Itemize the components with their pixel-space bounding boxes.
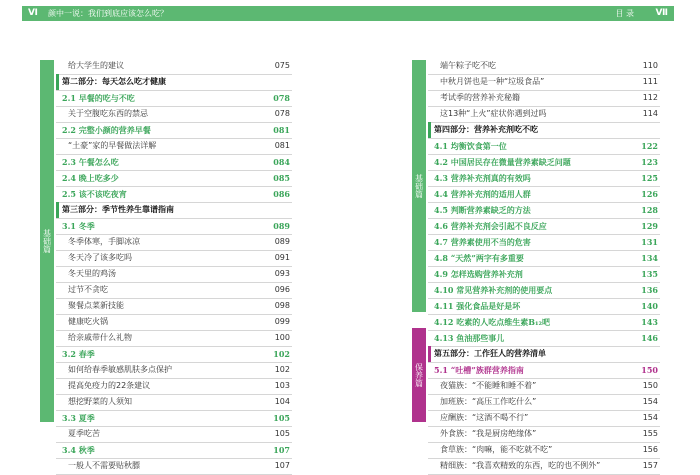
toc-page-number: 084 <box>273 157 290 167</box>
toc-entry-title: 第四部分：营养补充剂吃不吃 <box>434 125 538 134</box>
toc-subentry <box>428 106 660 123</box>
toc-entry-title: 第五部分：工作狂人的营养清单 <box>434 349 546 358</box>
toc-page-number: 157 <box>642 461 658 470</box>
toc-page-number: 155 <box>642 429 658 438</box>
right-side-tab-health <box>412 328 426 422</box>
toc-page-number: 126 <box>641 189 658 199</box>
toc-section-entry <box>56 442 292 459</box>
toc-subentry <box>56 58 292 75</box>
toc-entry-title: 第二部分：每天怎么吃才健康 <box>62 77 166 86</box>
left-header-bar <box>22 6 352 21</box>
part-marker <box>428 122 431 138</box>
toc-page-number: 134 <box>641 253 658 263</box>
toc-page-number: 129 <box>641 221 658 231</box>
toc-page-number: 150 <box>641 365 658 375</box>
toc-section-entry <box>428 266 660 283</box>
toc-section-entry <box>56 410 292 427</box>
toc-entry-title: 4.5 判断营养素缺乏的方法 <box>434 205 531 215</box>
toc-entry-title: 4.8 “天然”两字有多重要 <box>434 253 524 263</box>
toc-entry-title: 关于空腹吃东西的禁忌 <box>68 109 148 118</box>
toc-page-number: 154 <box>642 397 658 406</box>
toc-entry-title: 聚餐点菜新技能 <box>68 301 124 310</box>
right-page-roman: Ⅶ <box>655 8 668 18</box>
toc-section-entry <box>428 314 660 331</box>
toc-entry-title: 提高免疫力的22条建议 <box>68 381 151 390</box>
toc-page-number: 146 <box>641 333 658 343</box>
left-running-title: 颜中一说：我们到底应该怎么吃？ <box>48 9 168 18</box>
toc-subentry <box>56 138 292 155</box>
toc-section-entry <box>428 186 660 203</box>
toc-section-entry <box>428 202 660 219</box>
toc-section-entry <box>428 250 660 267</box>
toc-part-heading <box>428 122 660 139</box>
toc-page-number: 091 <box>274 253 290 262</box>
toc-entry-title: 2.5 该不该吃夜宵 <box>62 189 127 199</box>
right-header-bar <box>352 6 674 21</box>
toc-section-entry <box>428 298 660 315</box>
toc-page-number: 103 <box>274 381 290 390</box>
toc-subentry <box>56 378 292 395</box>
left-side-tab-label: 基础篇 <box>42 229 52 253</box>
toc-page-number: 154 <box>642 413 658 422</box>
toc-part-heading <box>56 202 292 219</box>
toc-page-number: 096 <box>274 285 290 294</box>
toc-entry-title: 4.9 怎样选购营养补充剂 <box>434 269 523 279</box>
toc-part-heading <box>428 346 660 363</box>
toc-section-entry <box>56 90 292 107</box>
toc-subentry <box>56 250 292 267</box>
right-running-title: 目 录 <box>615 9 634 18</box>
toc-entry-title: 给亲戚带什么礼物 <box>68 333 132 342</box>
toc-page-number: 110 <box>642 61 658 70</box>
toc-page-number: 102 <box>274 365 290 374</box>
toc-entry-title: 过节不贪吃 <box>68 285 108 294</box>
toc-entry-title: 冬天冷了该多吃吗 <box>68 253 132 262</box>
toc-entry-title: 一般人不需要贴秋膘 <box>68 461 140 470</box>
toc-entry-title: 夏季吃苦 <box>68 429 100 438</box>
toc-section-entry <box>56 170 292 187</box>
toc-entry-title: 5.1 “吐槽”族群营养指南 <box>434 365 524 375</box>
toc-entry-title: 第三部分：季节性养生靠谱指南 <box>62 205 174 214</box>
toc-page-number: 075 <box>274 61 290 70</box>
toc-entry-title: 夜猫族：“不能睡和睡不着” <box>440 381 537 390</box>
toc-page-number: 135 <box>641 269 658 279</box>
toc-subentry <box>56 458 292 475</box>
toc-entry-title: 健康吃火锅 <box>68 317 108 326</box>
part-marker <box>428 346 431 362</box>
toc-page-number: 131 <box>641 237 658 247</box>
toc-section-entry <box>56 122 292 139</box>
toc-page-number: 105 <box>274 429 290 438</box>
toc-page-number: 081 <box>274 141 290 150</box>
toc-entry-title: 4.12 吃素的人吃点维生素B₁₂吧 <box>434 317 551 327</box>
toc-section-entry <box>428 138 660 155</box>
toc-section-entry <box>56 346 292 363</box>
toc-page-number: 112 <box>642 93 658 102</box>
toc-entry-title: 中秋月饼也是一种“垃圾食品” <box>440 77 545 86</box>
toc-subentry <box>428 74 660 91</box>
toc-subentry <box>428 90 660 107</box>
toc-subentry <box>56 314 292 331</box>
toc-page-number: 156 <box>642 445 658 454</box>
toc-page-number: 128 <box>641 205 658 215</box>
toc-entry-title: 3.1 冬季 <box>62 221 95 231</box>
toc-entry-title: 4.4 营养补充剂的适用人群 <box>434 189 531 199</box>
toc-page-number: 105 <box>273 413 290 423</box>
toc-page-number: 098 <box>274 301 290 310</box>
toc-page-number: 140 <box>641 301 658 311</box>
part-marker <box>56 202 59 218</box>
toc-section-entry <box>428 154 660 171</box>
left-page-roman: Ⅵ <box>28 8 38 18</box>
toc-page-number: 102 <box>273 349 290 359</box>
toc-entry-title: 4.11 强化食品是好是坏 <box>434 301 521 311</box>
toc-page-number: 081 <box>273 125 290 135</box>
toc-entry-title: 给大学生的建议 <box>68 61 124 70</box>
toc-page-number: 123 <box>641 157 658 167</box>
toc-section-entry <box>56 218 292 235</box>
toc-entry-title: “土豪”家的早餐做法详解 <box>68 141 157 150</box>
toc-entry-title: 4.2 中国居民存在微量营养素缺乏问题 <box>434 157 571 167</box>
toc-subentry <box>428 394 660 411</box>
toc-entry-title: 4.6 营养补充剂会引起不良反应 <box>434 221 547 231</box>
toc-entry-title: 加班族：“高压工作吃什么” <box>440 397 537 406</box>
toc-page-number: 099 <box>274 317 290 326</box>
toc-subentry <box>428 410 660 427</box>
toc-page-number: 078 <box>273 93 290 103</box>
toc-page-number: 114 <box>642 109 658 118</box>
toc-subentry <box>56 266 292 283</box>
toc-section-entry <box>428 362 660 379</box>
toc-entry-title: 精细族：“我喜欢精致的东西，吃的也不例外” <box>440 461 601 470</box>
toc-entry-title: 2.3 午餐怎么吃 <box>62 157 119 167</box>
toc-entry-title: 4.1 均衡饮食第一位 <box>434 141 507 151</box>
toc-page-number: 089 <box>274 237 290 246</box>
toc-page-number: 107 <box>274 461 290 470</box>
toc-section-entry <box>428 218 660 235</box>
toc-entry-title: 如何给春季敏感肌肤多点保护 <box>68 365 172 374</box>
toc-entry-title: 这13种“上火”症状你遇到过吗 <box>440 109 547 118</box>
toc-subentry <box>56 282 292 299</box>
right-side-tab-basic <box>412 60 426 312</box>
toc-entry-title: 考试季的营养补充秘籍 <box>440 93 520 102</box>
toc-entry-title: 2.2 完整小颜的营养早餐 <box>62 125 151 135</box>
toc-subentry <box>56 394 292 411</box>
toc-entry-title: 冬天里的鸡汤 <box>68 269 116 278</box>
toc-page-number: 089 <box>273 221 290 231</box>
toc-subentry <box>428 426 660 443</box>
toc-section-entry <box>428 234 660 251</box>
left-side-tab <box>40 60 54 422</box>
right-side-tab-health-label: 保养篇 <box>414 363 424 387</box>
toc-entry-title: 3.3 夏季 <box>62 413 95 423</box>
toc-entry-title: 4.10 常见营养补充剂的使用要点 <box>434 285 553 295</box>
toc-page-number: 086 <box>273 189 290 199</box>
toc-entry-title: 4.7 营养素使用不当的危害 <box>434 237 531 247</box>
toc-entry-title: 冬季体寒，手脚冰凉 <box>68 237 140 246</box>
toc-page-number: 078 <box>274 109 290 118</box>
toc-page-number: 107 <box>273 445 290 455</box>
toc-subentry <box>428 58 660 75</box>
toc-subentry <box>56 298 292 315</box>
toc-page-number: 122 <box>641 141 658 151</box>
toc-page-number: 093 <box>274 269 290 278</box>
toc-entry-title: 3.4 秋季 <box>62 445 95 455</box>
toc-subentry <box>56 330 292 347</box>
toc-subentry <box>428 442 660 459</box>
toc-entry-title: 2.1 早餐的吃与不吃 <box>62 93 135 103</box>
toc-section-entry <box>428 282 660 299</box>
toc-page-number: 100 <box>274 333 290 342</box>
toc-entry-title: 4.13 鱼油那些事儿 <box>434 333 505 343</box>
toc-entry-title: 应酬族：“这酒不喝不行” <box>440 413 529 422</box>
toc-entry-title: 4.3 营养补充剂真的有效吗 <box>434 173 531 183</box>
toc-entry-title: 外食族：“我是厨房绝缘体” <box>440 429 537 438</box>
toc-section-entry <box>56 186 292 203</box>
toc-section-entry <box>56 154 292 171</box>
toc-page-number: 125 <box>641 173 658 183</box>
toc-page-number: 085 <box>273 173 290 183</box>
toc-subentry <box>56 426 292 443</box>
toc-entry-title: 想挖野菜的人须知 <box>68 397 132 406</box>
toc-page-number: 111 <box>642 77 658 86</box>
toc-subentry <box>56 106 292 123</box>
toc-part-heading <box>56 74 292 91</box>
right-side-tab-basic-label: 基础篇 <box>414 174 424 198</box>
toc-subentry <box>56 234 292 251</box>
toc-page-number: 143 <box>641 317 658 327</box>
toc-entry-title: 端午粽子吃不吃 <box>440 61 496 70</box>
part-marker <box>56 74 59 90</box>
toc-section-entry <box>428 330 660 347</box>
toc-subentry <box>428 378 660 395</box>
toc-page-number: 136 <box>641 285 658 295</box>
toc-page-number: 150 <box>642 381 658 390</box>
toc-page-number: 104 <box>274 397 290 406</box>
toc-section-entry <box>428 170 660 187</box>
toc-subentry <box>56 362 292 379</box>
toc-entry-title: 3.2 春季 <box>62 349 95 359</box>
toc-entry-title: 食草族：“肉嘛，能不吃就不吃” <box>440 445 553 454</box>
toc-entry-title: 2.4 晚上吃多少 <box>62 173 119 183</box>
toc-subentry <box>428 458 660 475</box>
